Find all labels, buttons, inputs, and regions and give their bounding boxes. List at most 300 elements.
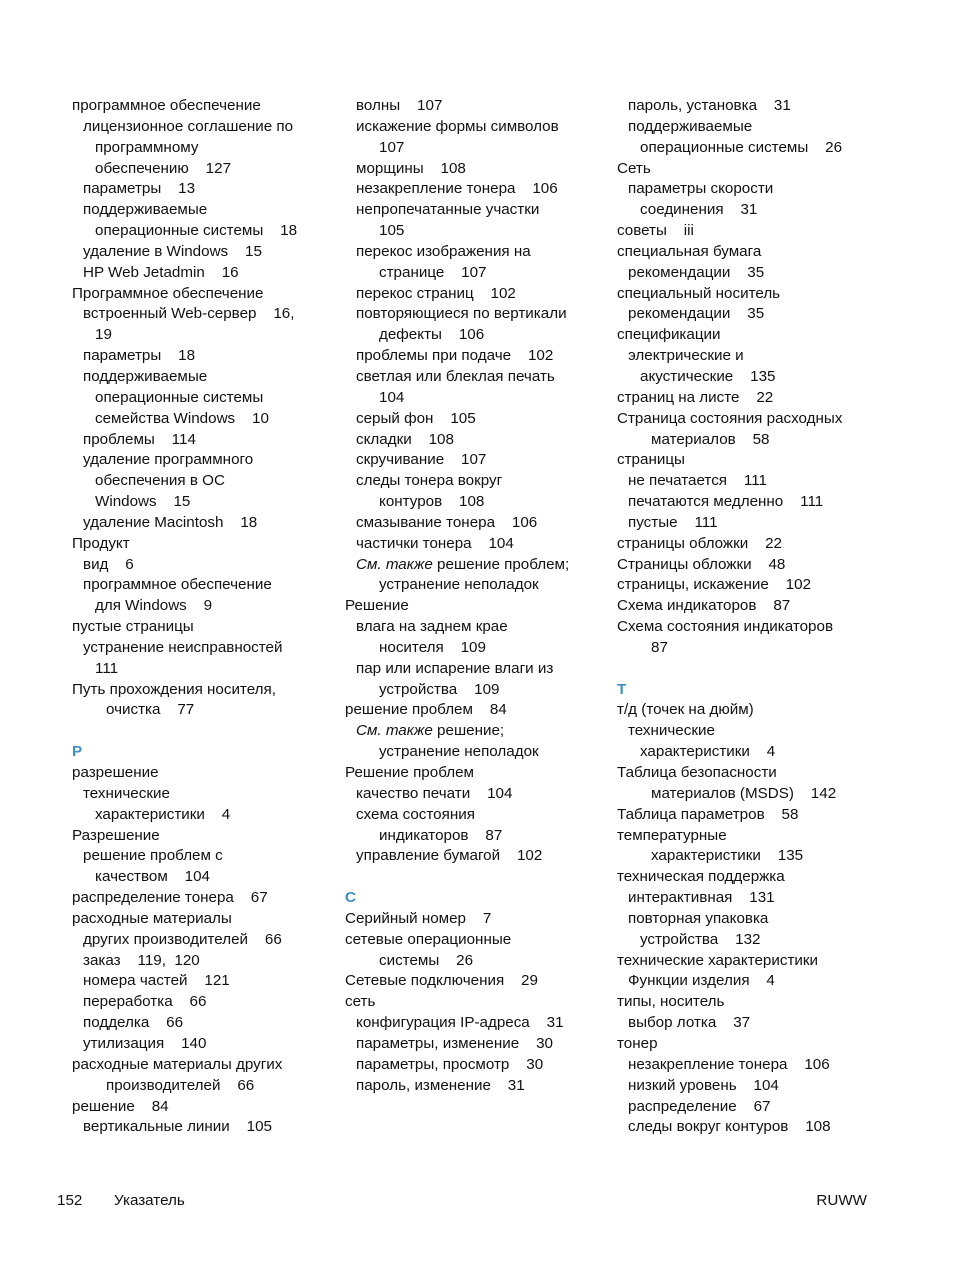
index-subentry — [628, 471, 890, 492]
index-entry-text: Функции изделия 4 — [628, 972, 775, 990]
index-entry — [617, 700, 879, 721]
index-entry-text: Разрешение — [72, 826, 160, 844]
index-entry-text: носителя 109 — [379, 638, 486, 656]
index-entry-text: Программное обеспечение — [72, 284, 264, 302]
index-subentry — [628, 346, 890, 367]
index-entry-text: производителей 66 — [106, 1076, 255, 1094]
index-entry-text: решение проблем с — [83, 847, 223, 865]
index-subentry — [628, 1076, 890, 1097]
index-subentry — [379, 325, 641, 346]
index-entry-text: встроенный Web-сервер 16, — [83, 305, 295, 323]
index-entry-text: страницы, искажение 102 — [617, 576, 812, 594]
index-entry-text: пар или испарение влаги из — [356, 659, 554, 677]
index-subentry — [640, 742, 902, 763]
index-subentry — [83, 346, 345, 367]
index-subentry — [356, 346, 618, 367]
index-subentry — [356, 304, 618, 325]
index-subentry — [628, 909, 890, 930]
index-entry-text: светлая или блеклая печать — [356, 367, 555, 385]
index-entry-text: волны 107 — [356, 97, 443, 114]
index-entry-text: 105 — [379, 222, 405, 240]
index-entry-text: операционные системы 26 — [640, 138, 843, 156]
index-subentry — [640, 930, 902, 951]
index-subentry — [356, 179, 618, 200]
index-entry-text: Windows 15 — [95, 493, 191, 511]
index-subentry — [356, 1076, 618, 1097]
index-entry-text: лицензионное соглашение по — [83, 117, 294, 135]
index-entry — [617, 596, 879, 617]
index-entry — [72, 534, 334, 555]
index-entry-text: пустые 111 — [628, 513, 718, 531]
index-subentry — [95, 867, 357, 888]
index-entry-text: качеством 104 — [95, 868, 211, 886]
index-subentry — [83, 242, 345, 263]
index-entry — [72, 617, 334, 638]
index-entry — [617, 284, 879, 305]
index-subentry — [356, 450, 618, 471]
index-entry-text: 19 — [95, 326, 112, 344]
see-also-label: См. также — [356, 555, 433, 573]
index-entry-text: удаление Macintosh 18 — [83, 513, 258, 531]
index-subentry — [628, 888, 890, 909]
index-entry — [345, 992, 607, 1013]
index-entry-text: перекос страниц 102 — [356, 284, 516, 302]
index-entry-text: программному — [95, 138, 199, 156]
index-entry-text: устройства 132 — [640, 930, 761, 948]
index-entry-text: морщины 108 — [356, 159, 466, 177]
index-subentry — [95, 596, 357, 617]
index-entry — [617, 575, 879, 596]
index-entry — [617, 617, 879, 638]
index-subentry — [83, 117, 345, 138]
index-entry-text: сеть — [345, 993, 376, 1011]
index-entry-text: разрешение — [72, 764, 159, 781]
document-code: RUWW — [816, 1192, 867, 1209]
index-entry — [345, 909, 607, 930]
index-entry-text: С — [345, 889, 356, 907]
index-entry-text: решение проблем; — [437, 555, 570, 573]
index-subentry — [95, 471, 357, 492]
index-entry-text: частички тонера 104 — [356, 534, 514, 552]
index-subentry — [83, 450, 345, 471]
index-entry-text: удаление программного — [83, 451, 254, 469]
index-subentry — [95, 805, 357, 826]
index-subentry — [356, 117, 618, 138]
page-number: 152 — [57, 1192, 83, 1209]
index-entry-text: Продукт — [72, 534, 130, 552]
index-entry-text: Таблица параметров 58 — [617, 805, 799, 823]
index-entry-text: других производителей 66 — [83, 930, 282, 948]
index-entry — [617, 867, 879, 888]
index-entry-text: устранение неисправностей — [83, 638, 283, 656]
index-entry-text: программное обеспечение — [72, 97, 261, 114]
index-subentry — [83, 179, 345, 200]
index-entry-text: техническая поддержка — [617, 868, 785, 886]
index-entry — [617, 325, 879, 346]
index-entry-text: искажение формы символов — [356, 117, 559, 135]
index-subentry — [628, 492, 890, 513]
index-spacer — [72, 721, 334, 742]
index-entry — [72, 909, 334, 930]
index-entry-text: Решение проблем — [345, 764, 474, 781]
index-entry-text: подделка 66 — [83, 1014, 184, 1032]
index-subentry — [356, 659, 618, 680]
index-subentry — [95, 159, 357, 180]
index-entry-text: утилизация 140 — [83, 1034, 207, 1052]
index-subentry — [640, 200, 902, 221]
index-entry-text: типы, носитель — [617, 993, 725, 1011]
index-entry-text: влага на заднем крае — [356, 618, 508, 636]
index-entry-text: Страницы обложки 48 — [617, 555, 786, 573]
index-subentry — [106, 1076, 368, 1097]
index-subentry — [95, 325, 357, 346]
index-entry-text: проблемы при подаче 102 — [356, 347, 554, 365]
index-subentry — [356, 430, 618, 451]
index-entry-text: следы вокруг контуров 108 — [628, 1118, 831, 1136]
index-entry — [617, 242, 879, 263]
index-subentry — [379, 263, 641, 284]
index-entry-text: вид 6 — [83, 555, 134, 573]
index-entry-text: расходные материалы — [72, 909, 232, 927]
index-entry-text: переработка 66 — [83, 993, 207, 1011]
index-entry-text: качество печати 104 — [356, 784, 513, 802]
index-entry-text: пароль, изменение 31 — [356, 1076, 525, 1094]
index-entry-text: устройства 109 — [379, 680, 500, 698]
index-entry — [617, 388, 879, 409]
index-subentry — [356, 96, 618, 117]
index-entry — [72, 763, 334, 784]
index-subentry — [628, 1117, 890, 1138]
index-entry — [72, 826, 334, 847]
index-entry-text: специальная бумага — [617, 242, 762, 260]
index-entry-text: пустые страницы — [72, 618, 194, 636]
index-entry — [345, 763, 607, 784]
index-subentry — [356, 409, 618, 430]
see-also-label: См. также — [356, 722, 433, 740]
index-entry-text: Сетевые подключения 29 — [345, 972, 538, 990]
index-entry-text: расходные материалы других — [72, 1055, 283, 1073]
index-entry-text: параметры 18 — [83, 347, 196, 365]
index-entry-text: рекомендации 35 — [628, 263, 765, 281]
index-entry-text: системы 26 — [379, 951, 474, 969]
index-entry — [617, 409, 879, 430]
index-subentry — [628, 1055, 890, 1076]
index-subentry — [356, 1055, 618, 1076]
index-subentry — [628, 1013, 890, 1034]
index-subentry — [379, 575, 641, 596]
index-entry — [72, 284, 334, 305]
index-entry-text: непропечатанные участки — [356, 201, 540, 219]
index-subentry — [628, 304, 890, 325]
index-letter-heading — [345, 888, 607, 909]
index-entry — [617, 555, 879, 576]
index-entry-text: для Windows 9 — [95, 597, 213, 615]
index-entry-text: распределение тонера 67 — [72, 889, 268, 907]
index-subentry — [106, 700, 368, 721]
index-entry-text: незакрепление тонера 106 — [356, 180, 558, 198]
index-subentry — [95, 492, 357, 513]
index-entry-text: 87 — [651, 638, 668, 656]
index-subentry — [83, 304, 345, 325]
index-entry-text: незакрепление тонера 106 — [628, 1055, 830, 1073]
index-subentry — [379, 826, 641, 847]
index-subentry — [95, 138, 357, 159]
index-subentry — [356, 242, 618, 263]
index-entry-text: 107 — [379, 138, 405, 156]
index-subentry — [95, 221, 357, 242]
index-subentry — [651, 638, 913, 659]
index-subentry — [651, 846, 913, 867]
index-entry-text: поддерживаемые — [83, 201, 208, 219]
index-entry-text: скручивание 107 — [356, 451, 487, 469]
index-entry-text: параметры, просмотр 30 — [356, 1055, 544, 1073]
index-subentry — [356, 200, 618, 221]
index-subentry — [628, 179, 890, 200]
index-subentry — [83, 575, 345, 596]
index-subentry — [356, 367, 618, 388]
index-entry — [72, 1055, 334, 1076]
index-entry-text: программное обеспечение — [83, 576, 272, 594]
index-subentry — [640, 138, 902, 159]
index-entry-text: очистка 77 — [106, 701, 195, 719]
index-subentry — [379, 388, 641, 409]
index-entry-text: поддерживаемые — [83, 367, 208, 385]
index-entry-text: странице 107 — [379, 263, 487, 281]
index-subentry — [95, 409, 357, 430]
index-subentry — [83, 513, 345, 534]
index-entry-text: Схема индикаторов 87 — [617, 597, 791, 615]
index-entry-text: обеспечения в ОС — [95, 472, 225, 490]
index-subentry — [83, 430, 345, 451]
index-entry-text: конфигурация IP-адреса 31 — [356, 1014, 564, 1032]
index-entry-text: HP Web Jetadmin 16 — [83, 263, 239, 281]
index-entry-text: т/д (точек на дюйм) — [617, 701, 754, 719]
index-entry — [345, 700, 607, 721]
index-subentry — [356, 1034, 618, 1055]
index-entry-text: повторная упаковка — [628, 909, 769, 927]
index-letter-heading — [72, 742, 334, 763]
index-subentry — [628, 263, 890, 284]
index-entry-text: соединения 31 — [640, 201, 758, 219]
index-entry-text: перекос изображения на — [356, 242, 531, 260]
index-subentry — [83, 846, 345, 867]
index-entry-text: спецификации — [617, 326, 721, 344]
index-subentry — [356, 805, 618, 826]
index-subentry — [83, 1117, 345, 1138]
index-subentry — [83, 263, 345, 284]
index-entry-text: характеристики 135 — [651, 847, 804, 865]
index-entry-text: технические — [83, 784, 170, 802]
index-entry-text: характеристики 4 — [640, 743, 776, 761]
index-subentry — [379, 221, 641, 242]
index-subentry — [83, 992, 345, 1013]
index-entry-text: удаление в Windows 15 — [83, 242, 262, 260]
index-entry-text: схема состояния — [356, 805, 475, 823]
index-subentry — [83, 200, 345, 221]
index-entry-text: Страница состояния расходных — [617, 409, 843, 427]
index-entry-text: Сеть — [617, 159, 651, 177]
index-entry — [617, 805, 879, 826]
index-entry-text: Путь прохождения носителя, — [72, 680, 276, 698]
index-entry-text: управление бумагой 102 — [356, 847, 543, 865]
index-subentry — [83, 367, 345, 388]
index-subentry — [356, 1013, 618, 1034]
index-subentry — [83, 1034, 345, 1055]
index-entry-text: складки 108 — [356, 430, 454, 448]
index-entry-text: повторяющиеся по вертикали — [356, 305, 567, 323]
index-subentry — [379, 680, 641, 701]
index-entry — [617, 159, 879, 180]
index-entry-text: 111 — [95, 659, 119, 677]
index-entry-text: поддерживаемые — [628, 117, 753, 135]
index-entry-text: не печатается 111 — [628, 472, 767, 490]
index-subentry — [83, 638, 345, 659]
index-entry-text: Таблица безопасности — [617, 764, 777, 781]
index-subentry — [356, 534, 618, 555]
index-entry-text: характеристики 4 — [95, 805, 231, 823]
index-subentry — [651, 784, 913, 805]
index-entry-text: материалов 58 — [651, 430, 770, 448]
index-entry — [617, 221, 879, 242]
index-subentry — [628, 96, 890, 117]
index-column-3 — [617, 96, 879, 1138]
index-entry-text: индикаторов 87 — [379, 826, 503, 844]
index-entry-text: сетевые операционные — [345, 930, 512, 948]
index-subentry — [83, 951, 345, 972]
index-entry — [72, 96, 334, 117]
index-subentry — [379, 492, 641, 513]
index-entry-text: устранение неполадок — [379, 576, 539, 594]
index-subentry — [95, 659, 357, 680]
index-entry — [617, 951, 879, 972]
index-entry-text: смазывание тонера 106 — [356, 513, 538, 531]
index-entry-text: страниц на листе 22 — [617, 388, 774, 406]
index-subentry — [356, 284, 618, 305]
index-subentry — [628, 1097, 890, 1118]
index-entry-text: тонер — [617, 1034, 658, 1052]
index-subentry — [628, 721, 890, 742]
index-entry-text: рекомендации 35 — [628, 305, 765, 323]
index-subentry — [640, 367, 902, 388]
index-subentry — [379, 951, 641, 972]
index-entry-text: электрические и — [628, 347, 744, 365]
index-entry-text: следы тонера вокруг — [356, 472, 503, 490]
index-entry-text: страницы обложки 22 — [617, 534, 782, 552]
index-subentry — [379, 742, 641, 763]
index-column-2 — [345, 96, 607, 1097]
index-entry-text: распределение 67 — [628, 1097, 771, 1115]
index-entry — [617, 450, 879, 471]
index-subentry — [356, 617, 618, 638]
index-entry — [345, 930, 607, 951]
index-entry-text: температурные — [617, 826, 727, 844]
index-entry-text: акустические 135 — [640, 367, 776, 385]
index-subentry — [83, 930, 345, 951]
index-entry-text: проблемы 114 — [83, 430, 196, 448]
index-subentry — [83, 971, 345, 992]
index-spacer — [617, 659, 879, 680]
index-letter-heading — [617, 680, 879, 701]
index-entry-text: выбор лотка 37 — [628, 1014, 751, 1032]
index-entry-text: решение 84 — [72, 1097, 169, 1115]
index-entry-text: Решение — [345, 597, 409, 615]
index-entry-text: параметры 13 — [83, 180, 196, 198]
index-entry-text: операционные системы — [95, 388, 264, 406]
index-entry-text: дефекты 106 — [379, 326, 485, 344]
index-entry — [617, 826, 879, 847]
index-entry-text: параметры, изменение 30 — [356, 1034, 553, 1052]
index-entry-text: серый фон 105 — [356, 409, 476, 427]
index-entry-text: интерактивная 131 — [628, 889, 775, 907]
index-subentry — [356, 721, 618, 742]
index-subentry — [356, 555, 618, 576]
index-entry-text: заказ 119, 120 — [83, 951, 200, 969]
index-entry — [72, 1097, 334, 1118]
index-entry-text: контуров 108 — [379, 493, 485, 511]
index-spacer — [345, 867, 607, 888]
index-entry — [617, 992, 879, 1013]
index-entry-text: семейства Windows 10 — [95, 409, 269, 427]
index-subentry — [356, 513, 618, 534]
index-entry-text: пароль, установка 31 — [628, 97, 791, 114]
index-subentry — [95, 388, 357, 409]
index-entry — [617, 763, 879, 784]
index-entry — [345, 971, 607, 992]
index-entry-text: обеспечению 127 — [95, 159, 232, 177]
index-entry-text: Схема состояния индикаторов — [617, 618, 834, 636]
index-entry-text: технические характеристики — [617, 951, 819, 969]
index-entry — [617, 534, 879, 555]
index-entry-text: вертикальные линии 105 — [83, 1118, 272, 1136]
index-subentry — [379, 138, 641, 159]
index-entry-text: операционные системы 18 — [95, 222, 298, 240]
index-subentry — [628, 117, 890, 138]
index-subentry — [356, 846, 618, 867]
index-subentry — [628, 971, 890, 992]
index-entry-text: устранение неполадок — [379, 743, 539, 761]
index-entry-text: Р — [72, 743, 83, 761]
index-entry-text: страницы — [617, 451, 685, 469]
index-subentry — [356, 159, 618, 180]
index-entry-text: специальный носитель — [617, 284, 781, 302]
index-subentry — [356, 471, 618, 492]
index-entry-text: печатаются медленно 111 — [628, 493, 824, 511]
index-subentry — [83, 784, 345, 805]
index-subentry — [83, 555, 345, 576]
index-subentry — [83, 1013, 345, 1034]
index-entry — [345, 596, 607, 617]
index-entry-text: технические — [628, 722, 715, 740]
index-entry-text: 104 — [379, 388, 405, 406]
index-subentry — [628, 513, 890, 534]
index-entry-text: параметры скорости — [628, 180, 774, 198]
index-entry-text: советы iii — [617, 222, 694, 240]
index-column-1 — [72, 96, 334, 1138]
index-entry-text: материалов (MSDS) 142 — [651, 784, 837, 802]
index-entry-text: низкий уровень 104 — [628, 1076, 779, 1094]
index-entry-text: номера частей 121 — [83, 972, 230, 990]
index-entry — [72, 680, 334, 701]
index-subentry — [356, 784, 618, 805]
index-entry-text: решение; — [437, 722, 505, 740]
index-entry-text: Т — [617, 680, 627, 698]
index-subentry — [379, 638, 641, 659]
index-entry — [72, 888, 334, 909]
index-subentry — [651, 430, 913, 451]
section-title: Указатель — [114, 1192, 185, 1209]
index-entry — [617, 1034, 879, 1055]
index-entry-text: решение проблем 84 — [345, 701, 507, 719]
